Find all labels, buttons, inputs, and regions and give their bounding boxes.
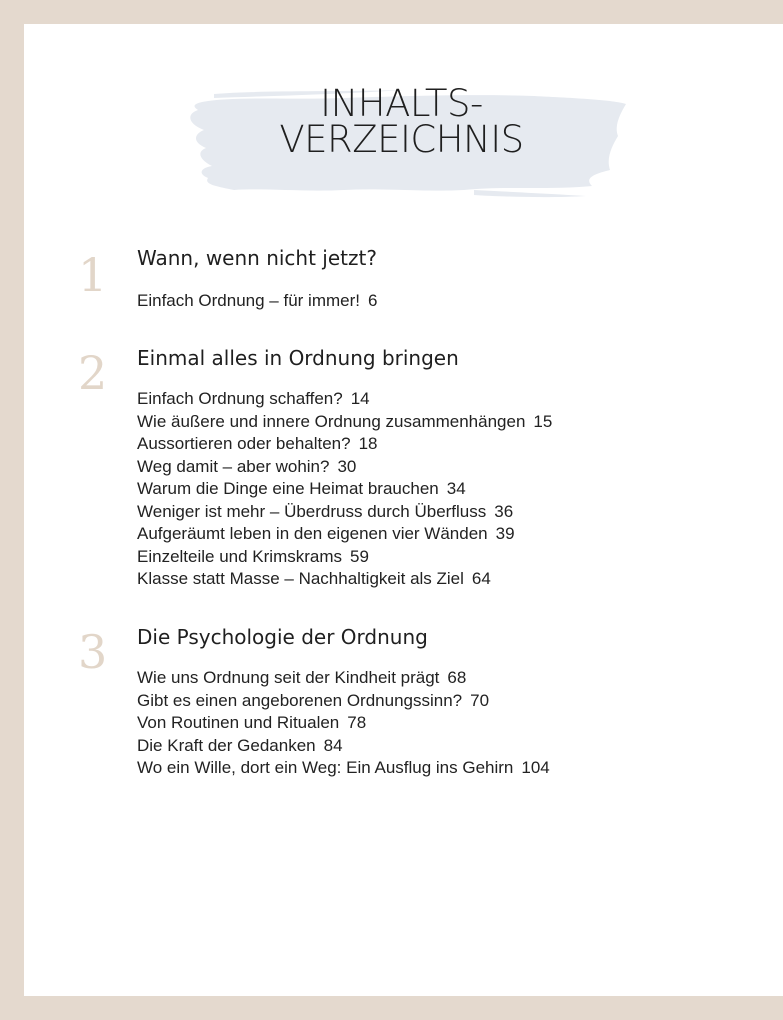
- toc-entry[interactable]: [137, 690, 550, 713]
- entry-page-number: 34: [446, 479, 466, 498]
- entry-title: Weniger ist mehr – Überdruss durch Überfluss: [137, 501, 487, 521]
- chapter-entries: [137, 667, 550, 780]
- toc-entry[interactable]: [137, 523, 552, 546]
- chapter-number: 3: [78, 625, 108, 679]
- entry-title: Wie äußere und innere Ordnung zusammenhängen: [137, 411, 526, 431]
- entry-title: Wie uns Ordnung seit der Kindheit prägt: [137, 668, 440, 687]
- entry-title: Einfach Ordnung – für immer!: [137, 291, 360, 310]
- entry-title: Die Kraft der Gedanken: [137, 735, 316, 755]
- toc-entry[interactable]: [137, 667, 550, 690]
- toc-entry[interactable]: [137, 757, 550, 780]
- chapter-number: 1: [78, 248, 108, 302]
- entry-page-number: 104: [521, 758, 550, 777]
- entry-title: Einfach Ordnung schaffen?: [137, 389, 343, 408]
- entry-title: Aussortieren oder behalten?: [137, 434, 351, 453]
- entry-page-number: 70: [470, 690, 490, 710]
- entry-title: Warum die Dinge eine Heimat brauchen: [137, 479, 439, 498]
- entry-title: Klasse statt Masse – Nachhaltigkeit als Ziel: [137, 569, 464, 588]
- entry-page-number: 68: [447, 668, 467, 687]
- toc-entry[interactable]: [137, 456, 552, 479]
- entry-page-number: 14: [350, 389, 370, 408]
- toc-page: [24, 24, 783, 996]
- entry-page-number: 18: [358, 434, 378, 453]
- toc-entry[interactable]: [137, 388, 552, 411]
- entry-page-number: 30: [337, 456, 357, 476]
- entry-title: Von Routinen und Ritualen: [137, 713, 340, 732]
- page-title: [174, 82, 629, 161]
- entry-page-number: 39: [495, 524, 515, 543]
- entry-title: Einzelteile und Krimskrams: [137, 546, 343, 566]
- chapter-title: Einmal alles in Ordnung bringen: [137, 346, 459, 370]
- title-line-2: VERZEICHNIS: [279, 118, 524, 161]
- chapter-entries: [137, 388, 552, 591]
- entry-page-number: 78: [347, 713, 367, 732]
- toc-entry[interactable]: [137, 478, 552, 501]
- entry-page-number: 59: [350, 546, 369, 566]
- chapter-number: 2: [78, 346, 108, 400]
- entry-page-number: 15: [533, 411, 553, 431]
- entry-title: Gibt es einen angeborenen Ordnungssinn?: [137, 690, 463, 710]
- toc-entry[interactable]: [137, 735, 550, 758]
- chapter-entries: [137, 290, 377, 313]
- chapter-title: Die Psychologie der Ordnung: [137, 625, 428, 649]
- title-block: [174, 74, 629, 199]
- title-line-1: INHALTS-: [320, 82, 483, 125]
- toc-entry[interactable]: [137, 712, 550, 735]
- toc-entry[interactable]: [137, 290, 377, 313]
- entry-page-number: 36: [494, 501, 514, 521]
- entry-title: Aufgeräumt leben in den eigenen vier Wänden: [137, 524, 488, 543]
- entry-title: Weg damit – aber wohin?: [137, 456, 330, 476]
- toc-entry[interactable]: [137, 433, 552, 456]
- toc-entry[interactable]: [137, 501, 552, 524]
- entry-title: Wo ein Wille, dort ein Weg: Ein Ausflug ins Gehirn: [137, 758, 514, 777]
- toc-entry[interactable]: [137, 568, 552, 591]
- toc-entry[interactable]: [137, 411, 552, 434]
- entry-page-number: 6: [367, 291, 378, 310]
- entry-page-number: 64: [471, 569, 491, 588]
- chapter-title: Wann, wenn nicht jetzt?: [137, 246, 377, 270]
- toc-entry[interactable]: [137, 546, 552, 569]
- entry-page-number: 84: [323, 735, 343, 755]
